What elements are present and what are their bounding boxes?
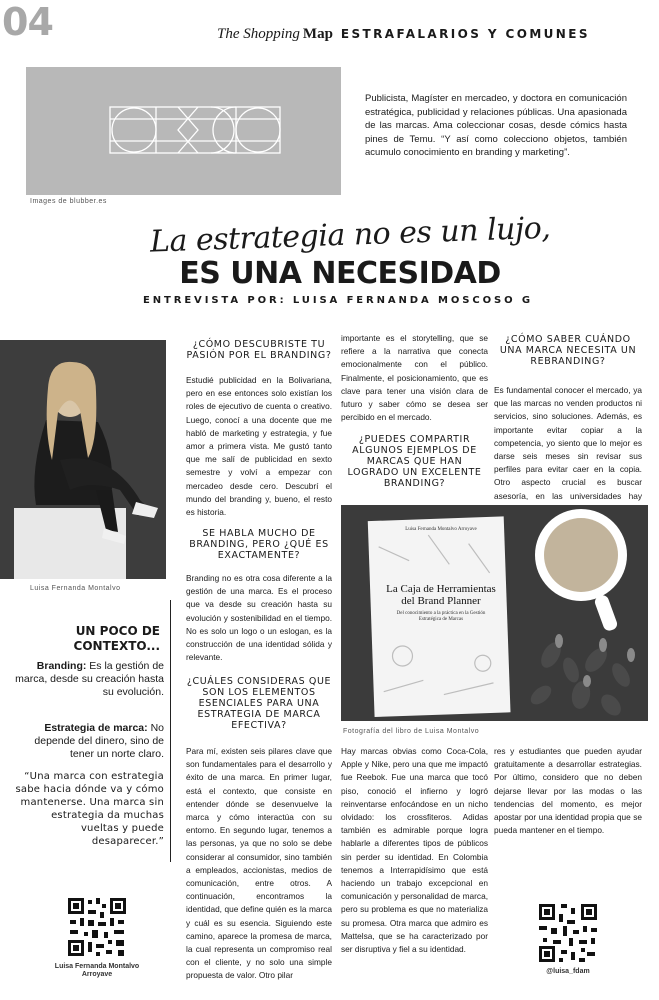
portrait-illustration xyxy=(0,340,166,579)
answer-2: Branding no es otra cosa diferente a la gestión de una marca. Es el proceso que va desde su creación hasta su evolución y sostenibilidad en el tiempo. No es solo un logo o un eslogan, es la construcción de una identidad sólida y relevante. xyxy=(186,573,332,663)
main-title: ES UNA NECESIDAD xyxy=(179,256,501,291)
answer-1: Estudié publicidad en la Bolivariana, pero en ese entonces solo existían los roles de ejecutivo de cuenta o creativo. Luego, conocí a una docente que me habló de marketing y estrategia, y fue amor a primera vista. Me gustó tanto que me salí de publicidad en sexto semestre y volví a empezar con mercadeo desde cero. Descubrí el mundo del branding y, bueno, el resto es historia. xyxy=(186,375,332,518)
strategy-term: Estrategia de marca: xyxy=(44,722,148,734)
script-title: La estrategia no es un lujo, xyxy=(149,210,551,260)
brand-italic: The Shopping xyxy=(217,26,300,42)
qr-label-left: Luisa Fernanda Montalvo Arroyave xyxy=(54,963,140,978)
portrait-caption: Luisa Fernanda Montalvo xyxy=(30,585,121,592)
book-subtitle: Del conocimiento a la práctica en la Gestión Estratégica de Marcas xyxy=(396,611,486,622)
sidebar-divider xyxy=(170,600,171,862)
question-3: ¿CUÁLES CONSIDERAS QUE SON LOS ELEMENTOS ESENCIALES PARA UNA ESTRATEGIA DE MARCA EFECTIVA? xyxy=(186,676,332,731)
author-bio: Publicista, Magíster en mercadeo, y doctora en comunicación estratégica, publicidad y relaciones públicas. Una apasionada de las marcas. Ama coleccionar cosas, desde cómics hasta pines de Temu. “Y así como colecciono objetos, también acumulo conocimiento en branding y marketing”. xyxy=(365,93,627,159)
sidebar-branding xyxy=(10,660,164,699)
answer-3: Para mí, existen seis pilares clave que son fundamentales para el desarrollo y éxito de una marca. En primer lugar, está el contexto, que consiste en entender dónde se desenvuelve la marca y cómo interactúa con su entorno. En segundo lugar, tenemos a las personas, ya que no solo se debe considerar al consumidor, sino también a empleados, accionistas, medios de comunicación, entre otros. A continuación, encontramos la identidad, que define quién es la marca y cuál es su esencia. Siguiendo este camino, aparece la promesa de marca, la cual representa un compromiso real con el cliente, y no solo una simple propuesta de valor. Otro pilar xyxy=(186,746,332,981)
sidebar-title: UN POCO DE CONTEXTO... xyxy=(73,624,160,653)
branding-term: Branding: xyxy=(36,660,87,672)
brand-bold: Map xyxy=(302,26,333,42)
sidebar-quote: “Una marca con estrategia sabe hacia dónde va y cómo mantenerse. Una marca sin estrategia da muchas vueltas y puede desaparecer.” xyxy=(15,771,164,847)
byline: ENTREVISTA POR: LUISA FERNANDA MOSCOSO G xyxy=(143,295,534,306)
qr-code-right[interactable] xyxy=(537,902,599,964)
page-number: 04 xyxy=(2,0,53,44)
image-caption: Images de blubber.es xyxy=(30,198,107,205)
question-4: ¿PUEDES COMPARTIR ALGUNOS EJEMPLOS DE MARCAS QUE HAN LOGRADO UN EXCELENTE BRANDING? xyxy=(347,434,482,489)
book-author: Luisa Fernanda Montalvo Arroyave xyxy=(405,527,477,532)
section-title: ESTRAFALARIOS Y COMUNES xyxy=(340,27,590,41)
qr-label-right: @luisa_fdam xyxy=(546,968,590,975)
book-caption: Fotografía del libro de Luisa Montalvo xyxy=(343,728,480,735)
book-title: La Caja de Herramientas del Brand Planner xyxy=(386,583,496,607)
branding-definition: Es la gestión de marca, desde su creación hasta su evolución. xyxy=(15,660,164,698)
blubber-logo-graphic xyxy=(26,67,341,195)
qr-icon xyxy=(66,896,128,958)
magazine-header xyxy=(217,25,590,42)
answer-3-continued: importante es el storytelling, que se refiere a la narrativa que conecta emocionalmente con el público. Finalmente, el posicionamiento, que es clave para tener una visión clara de futuro y saber cómo se desea ser percibido en el mercado. xyxy=(341,333,488,423)
answer-5-continued: res y estudiantes que pueden ayudar gratuitamente a desarrollar estrategias. Por último, considero que no deben dejarse llevar por las modas o las tendencias del momento, es mejor apostar por una identidad propia que se pueda mantener en el tiempo. xyxy=(494,746,642,836)
question-2: SE HABLA MUCHO DE BRANDING, PERO ¿QUÉ ES EXACTAMENTE? xyxy=(189,528,329,561)
sidebar-strategy xyxy=(10,722,164,761)
answer-5: Es fundamental conocer el mercado, ya que las marcas no venden productos ni servicios, sino soluciones. Además, es importante evitar copiar a la competencia, yo siento que lo mejor es darse seis meses sin revisar sus perfiles para evitar caer en la copia. Otro aspecto crucial es buscar asesoría, en las universidades hay xyxy=(494,385,642,501)
portrait-photo xyxy=(0,340,166,579)
book-photo xyxy=(341,505,648,721)
question-5: ¿CÓMO SABER CUÁNDO UNA MARCA NECESITA UN REBRANDING? xyxy=(499,334,637,367)
qr-code-left[interactable] xyxy=(66,896,128,958)
book-illustration xyxy=(341,505,648,721)
question-1: ¿CÓMO DESCUBRISTE TU PASIÓN POR EL BRANDING? xyxy=(186,339,332,361)
blubber-logo-image xyxy=(26,67,341,195)
qr-icon xyxy=(537,902,599,964)
strategy-definition: No depende del dinero, sino de tener un norte claro. xyxy=(34,722,164,760)
answer-4: Hay marcas obvias como Coca-Cola, Apple y Nike, pero una que me impactó fue Reebok. Fue una marca que tocó piso, conoció el infierno y logró reinventarse enfocándose en un nicho olvidado: los crossfiteros. Adidas también es admirable porque logra hablarle a diferentes tipos de públicos sin perder su identidad. En Colombia tenemos a Interrapidísimo que está haciendo un trabajo excepcional en comunicación y personalidad de marca, pero su problema es que no materializa su promesa. Otra marca que admiro es Mattelsa, que se ha caracterizado por ser disruptiva y fiel a su identidad. xyxy=(341,746,488,955)
